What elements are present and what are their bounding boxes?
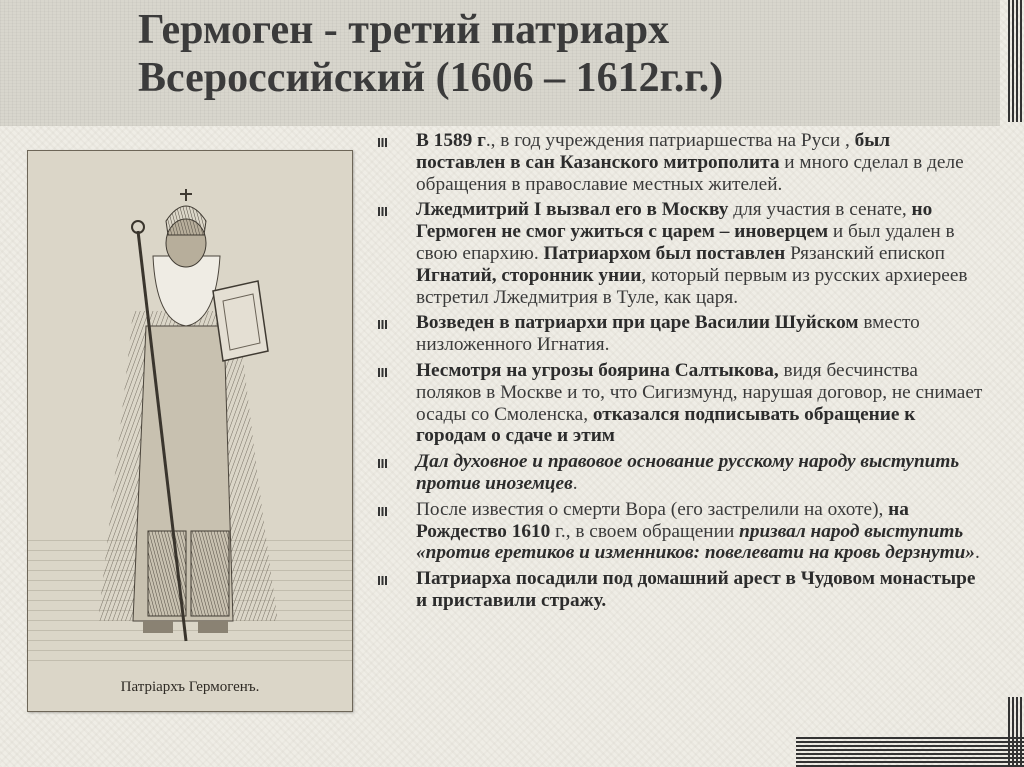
bullet-item bbox=[374, 312, 984, 356]
bullet-marker-icon bbox=[378, 459, 387, 468]
bullet-text-segment: Рязанский епископ bbox=[785, 242, 945, 264]
bullet-list bbox=[374, 130, 984, 616]
decorative-stripes-top bbox=[1008, 0, 1024, 122]
bullet-item bbox=[374, 130, 984, 195]
bullet-text-segment: отказался подписывать обращение к городам о сдаче и этим bbox=[416, 403, 916, 447]
bullet-item bbox=[374, 499, 984, 564]
bullet-marker-icon bbox=[378, 320, 387, 329]
patriarch-figure-illustration bbox=[28, 151, 352, 711]
bullet-text-segment: г., в своем обращении bbox=[550, 520, 740, 542]
bullet-text-segment: для участия в сенате, bbox=[728, 199, 912, 221]
bullet-text-segment: видя бесчинства поляков в Москве и то, что Сигизмунд, нарушая договор, не снимает осады со Смоленска, bbox=[416, 359, 983, 425]
bullet-text-segment: Возведен в патриархи при царе Василии Шуйском bbox=[416, 312, 859, 334]
bullet-marker-icon bbox=[378, 368, 387, 377]
bullet-text-segment: Патриарха посадили под домашний арест в Чудовом монастыре и приставили стражу. bbox=[416, 568, 976, 611]
bullet-text-segment: . bbox=[572, 472, 578, 494]
bullet-marker-icon bbox=[378, 207, 387, 216]
bullet-text-segment: Игнатий, сторонник унии bbox=[416, 264, 642, 286]
bullet-text-segment: но Гермоген не смог ужиться с царем – иноверцем bbox=[416, 199, 933, 243]
patriarch-engraving-image bbox=[27, 150, 353, 712]
bullet-text-segment: на Рождество 1610 bbox=[416, 498, 909, 542]
bullet-text-segment: . bbox=[974, 542, 980, 564]
bullet-text-segment: Патриархом был поставлен bbox=[543, 242, 786, 264]
bullet-text-segment: , который первым из русских архиереев встретил Лжедмитрия в Туле, как царя. bbox=[416, 264, 968, 308]
bullet-text-segment: вместо низложенного Игнатия. bbox=[416, 312, 920, 356]
bullet-text-segment: Лжедмитрий I вызвал его в Москву bbox=[416, 199, 729, 221]
bullet-item bbox=[374, 360, 984, 447]
bullet-text-segment: В 1589 г bbox=[416, 130, 486, 151]
bullet-text-segment: был поставлен в сан Казанского митрополита bbox=[416, 130, 891, 173]
bullet-item bbox=[374, 568, 984, 612]
slide-title bbox=[138, 6, 978, 102]
decorative-stripes-horizontal bbox=[796, 737, 1024, 767]
bullet-text-segment: призвал народ выступить «против еретиков и изменников: повелевати на кровь дерзнути» bbox=[416, 520, 975, 564]
image-caption: Патрiархъ Гермогенъ. bbox=[120, 679, 260, 695]
bullet-item bbox=[374, 199, 984, 308]
bullet-marker-icon bbox=[378, 138, 387, 147]
bullet-text-segment: и был удален в свою епархию. bbox=[416, 221, 955, 264]
bullet-text-segment: После известия о смерти Вора (его застрелили на охоте), bbox=[416, 498, 889, 520]
bullet-text-segment: ., в год учреждения патриаршества на Руси , bbox=[485, 130, 855, 151]
slide-title-line2: Всероссийский (1606 – 1612г.г.) bbox=[138, 55, 724, 101]
bullet-text-segment: Несмотря на угрозы боярина Салтыкова, bbox=[416, 359, 779, 381]
bullet-text-segment: Дал духовное и правовое основание русскому народу выступить против иноземцев bbox=[416, 451, 960, 494]
bullet-marker-icon bbox=[378, 576, 387, 585]
bullet-marker-icon bbox=[378, 507, 387, 516]
bullet-item bbox=[374, 451, 984, 495]
bullet-text-segment: и много сделал в деле обращения в православие местных жителей. bbox=[416, 151, 964, 195]
slide-title-line1: Гермоген - третий патриарх bbox=[138, 7, 670, 53]
